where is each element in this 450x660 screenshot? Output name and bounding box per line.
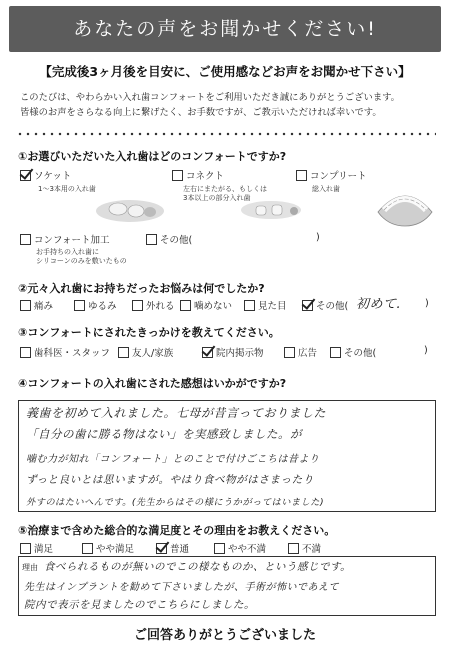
handwritten-line: ずっと良いとは思いますが。やはり食べ物がはさまったり <box>26 474 314 486</box>
socket-denture-photo <box>90 195 170 225</box>
option-other[interactable] <box>302 298 348 312</box>
intro-line: 皆様のお声をさらなる向上に繋げたく、お手数ですが、ご教示いただければ幸いです。 <box>20 107 382 118</box>
checkbox[interactable] <box>20 300 31 311</box>
option-other[interactable] <box>330 345 376 359</box>
option-connect[interactable] <box>172 168 224 182</box>
option-dental-staff[interactable] <box>20 345 110 359</box>
intro-line: このたびは、やわらかい入れ歯コンフォートをご利用いただき誠にありがとうございます。 <box>20 92 400 103</box>
handwritten-line: 先生はインプラントを勧めて下さいましたが、手術が怖いであえて <box>24 582 339 593</box>
subtitle: 【完成後3ヶ月後を目安に、ご使用感などお声をお聞かせ下さい】 <box>39 64 411 79</box>
checkbox[interactable] <box>288 543 299 554</box>
note-line: シリコーンのみを敷いたもの <box>36 257 127 265</box>
question-2: ②元々入れ歯にお持ちだったお悩みは何でしたか? <box>18 282 265 295</box>
option-label: 痛み <box>34 301 54 312</box>
checkbox[interactable] <box>146 234 157 245</box>
checkbox[interactable] <box>180 300 191 311</box>
option-note: 1〜3本用の入れ歯 <box>38 185 96 193</box>
option-note <box>36 248 127 266</box>
option-somewhat-dissatisfied[interactable] <box>214 541 266 555</box>
checkbox[interactable] <box>20 543 31 554</box>
intro-text <box>20 90 440 120</box>
option-label: 見た目 <box>258 301 287 312</box>
option-falls-out[interactable] <box>132 298 175 312</box>
option-advertisement[interactable] <box>284 345 317 359</box>
close-paren: ) <box>316 232 320 243</box>
checkbox[interactable] <box>172 170 183 181</box>
option-label: ゆるみ <box>88 301 117 312</box>
option-satisfied[interactable] <box>20 541 53 555</box>
option-label: 友人/家族 <box>132 348 174 359</box>
option-label: やや満足 <box>96 544 135 555</box>
checkbox[interactable] <box>74 300 85 311</box>
option-complete[interactable] <box>296 168 367 182</box>
option-comfort-processing[interactable] <box>20 232 110 246</box>
handwritten-line: 「自分の歯に勝る物はない」を実感致しました。が <box>26 427 302 441</box>
complete-denture-photo <box>372 186 438 230</box>
checkbox[interactable] <box>132 300 143 311</box>
option-loose[interactable] <box>74 298 117 312</box>
question-3: ③コンフォートにされたきっかけを教えてください。 <box>18 326 280 339</box>
option-friend-family[interactable] <box>118 345 173 359</box>
option-label: 外れる <box>146 301 175 312</box>
option-label: 歯科医・スタッフ <box>34 348 111 359</box>
option-pain[interactable] <box>20 298 53 312</box>
handwritten-line: 食べられるものが無いのでこの様なものか、という感じです。 <box>44 561 352 573</box>
option-label: コンプリート <box>310 171 367 182</box>
option-label: コネクト <box>186 171 225 182</box>
title-banner: あなたの声をお聞かせください! <box>9 6 441 52</box>
checkbox-checked[interactable] <box>302 300 313 311</box>
checkbox-checked[interactable] <box>202 347 213 358</box>
question-5: ⑤治療まで含めた総合的な満足度とその理由をお教えください。 <box>18 524 336 537</box>
checkbox[interactable] <box>284 347 295 358</box>
option-label: その他( <box>160 235 193 246</box>
option-other[interactable] <box>146 232 192 246</box>
option-label: その他( <box>344 348 377 359</box>
option-label: ソケット <box>34 171 72 182</box>
handwritten-other: 初めて. <box>356 297 402 312</box>
checkbox[interactable] <box>82 543 93 554</box>
option-somewhat-satisfied[interactable] <box>82 541 134 555</box>
reason-label: 理由 <box>22 563 38 572</box>
option-label: やや不満 <box>228 544 267 555</box>
question-4: ④コンフォートの入れ歯にされた感想はいかがですか? <box>18 377 287 390</box>
checkbox-checked[interactable] <box>20 170 31 181</box>
option-appearance[interactable] <box>244 298 287 312</box>
checkbox[interactable] <box>118 347 129 358</box>
option-label: 広告 <box>298 348 318 359</box>
checkbox[interactable] <box>296 170 307 181</box>
option-label: 噛めない <box>194 301 233 312</box>
dotted-divider <box>16 132 436 136</box>
option-label: その他( <box>316 301 349 312</box>
option-label: コンフォート加工 <box>34 235 110 246</box>
connect-denture-photo <box>236 196 306 224</box>
option-cannot-chew[interactable] <box>180 298 232 312</box>
note-line: 左右にまたがる、もしくは <box>183 185 267 193</box>
option-socket[interactable] <box>20 168 71 182</box>
checkbox[interactable] <box>20 234 31 245</box>
checkbox[interactable] <box>330 347 341 358</box>
checkbox[interactable] <box>20 347 31 358</box>
note-line: 3本以上の部分入れ歯 <box>183 194 251 202</box>
option-label: 不満 <box>302 544 322 555</box>
close-paren: ) <box>425 298 429 309</box>
close-paren: ) <box>424 345 428 356</box>
option-label: 普通 <box>170 544 190 555</box>
handwritten-line: 噛む力が知れ「コンフォート」とのことで付けごこちは昔より <box>26 454 320 465</box>
checkbox[interactable] <box>214 543 225 554</box>
question-1: ①お選びいただいた入れ歯はどのコンフォートですか? <box>18 150 287 163</box>
checkbox-checked[interactable] <box>156 543 167 554</box>
option-label: 満足 <box>34 544 54 555</box>
handwritten-line: 院内で表示を見ましたのでこちらにしました。 <box>24 599 255 611</box>
option-neutral[interactable] <box>156 541 189 555</box>
option-label: 院内掲示物 <box>216 348 264 359</box>
option-dissatisfied[interactable] <box>288 541 321 555</box>
option-note: 総入れ歯 <box>312 185 340 193</box>
note-line: お手持ちの入れ歯に <box>36 248 99 256</box>
thank-you-text: ご回答ありがとうございました <box>133 628 316 643</box>
handwritten-line: 義歯を初めて入れました。七母が昔言っておりました <box>26 406 327 420</box>
checkbox[interactable] <box>244 300 255 311</box>
option-clinic-poster[interactable] <box>202 345 264 359</box>
handwritten-line: 外すのはたいへんです。(先生からはその様にうかがってはいました) <box>26 497 325 508</box>
